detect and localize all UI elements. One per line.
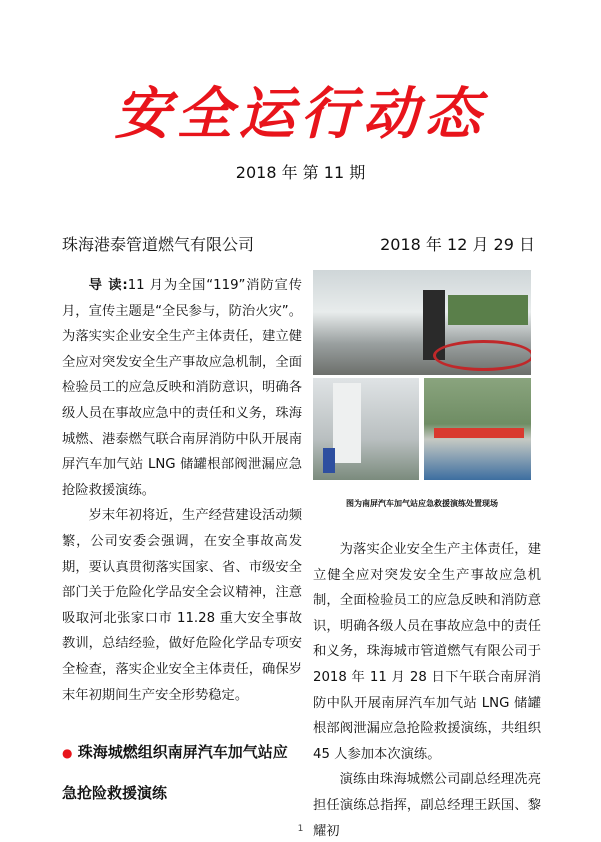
photo-lng-tank — [313, 378, 419, 480]
issue-number: 2018 年 第 11 期 — [235, 163, 366, 182]
company-name: 珠海港泰管道燃气有限公司 — [62, 235, 255, 254]
lead-paragraph — [62, 273, 302, 503]
right-column — [313, 537, 541, 842]
masthead-title: 安全运行动态 — [114, 81, 487, 147]
photo-caption: 图为南屏汽车加气站应急救援演练处置现场 — [346, 499, 498, 508]
lead-label: 导 读: — [88, 278, 128, 293]
photo-station-drill — [424, 378, 531, 480]
paragraph: 为落实企业安全生产主体责任，建立健全应对突发安全生产事故应急机制，全面检验员工的应急反映和消防意识，明确各级人员在事故应急中的责任和义务，珠海城市管道燃气有限公司于 2018 年 11 月 28 日下午联合南屏消防中队开展南屏汽车加气站 LNG 储罐根部阀泄漏应急抢险救援演练，共组织 45 人参加本次演练。 — [313, 542, 541, 762]
page-number: 1 — [297, 824, 304, 834]
paragraph: 岁末年初将近，生产经营建设活动频繁，公司安委会强调，在安全事故高发期，要认真贯彻落实国家、省、市级安全部门关于危险化学品安全会议精神，注意吸取河北张家口市 11.28 重大安全事故教训，总结经验，做好危险化学品专项安全检查，落实企业安全主体责任，确保岁末年初期间生产安全形势稳定。 — [62, 508, 302, 703]
photo-firefighters-spraying — [313, 270, 531, 375]
section-heading: ● 珠海城燃组织南屏汽车加气站应急抢险救援演练 — [62, 743, 288, 802]
publish-date: 2018 年 12 月 29 日 — [380, 235, 535, 254]
left-column — [62, 273, 302, 708]
lead-text: 11 月为全国“119”消防宣传月，宣传主题是“全民参与，防治火灾”。为落实实企业安全生产主体责任，建立健全应对突发安全生产事故应急机制，全面检验员工的应急反映和消防意识，明确各级人员在事故应急中的责任和义务，珠海城燃、港泰燃气联合南屏消防中队开展南屏汽车加气站 LNG 储罐根部阀泄漏应急抢险救援演练。 — [62, 278, 302, 498]
bullet-icon: ● — [62, 746, 73, 760]
paragraph: 演练由珠海城燃公司副总经理冼亮担任演练总指挥，副总经理王跃国、黎耀初 — [313, 772, 541, 839]
